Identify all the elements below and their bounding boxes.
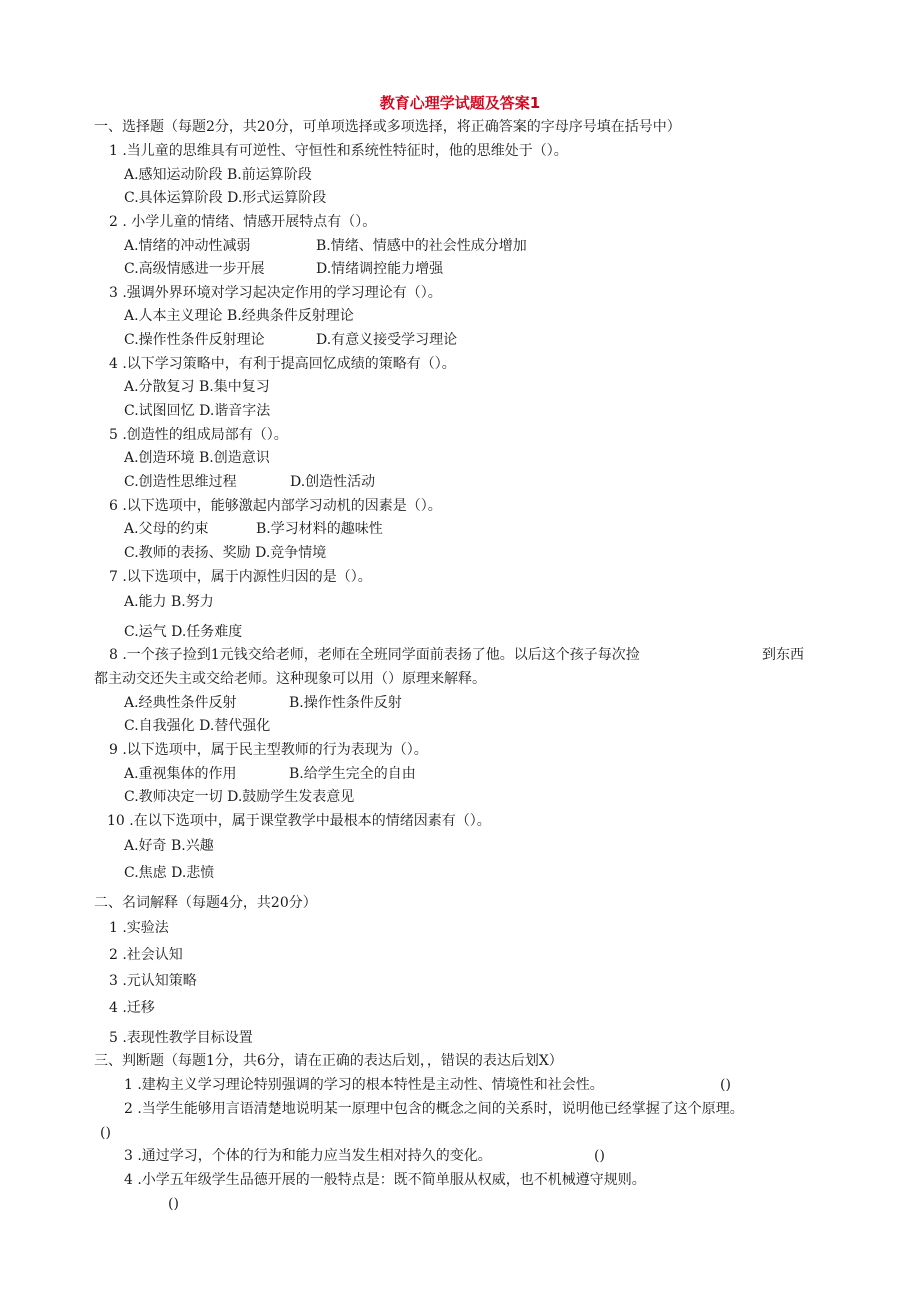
term-item: 5 .表现性教学目标设置 xyxy=(109,1030,253,1046)
question-options: C.试图回忆 D.谐音字法 xyxy=(124,403,271,419)
option-d: D.创造性活动 xyxy=(290,474,376,490)
option-c: C.创造性思维过程 xyxy=(124,474,237,490)
section-heading: 一、选择题（每题2分，共20分，可单项选择或多项选择，将正确答案的字母序号填在括号中） xyxy=(94,119,681,135)
option-b: B.操作性条件反射 xyxy=(289,695,402,711)
question-options: C.运气 D.任务难度 xyxy=(124,624,243,640)
question-options: A.好奇 B.兴趣 xyxy=(124,838,214,854)
question-stem: 3 .强调外界环境对学习起决定作用的学习理论有（）。 xyxy=(109,285,442,301)
section-heading: 三、判断题（每题1分，共6分，请在正确的表达后划，，错误的表达后划X） xyxy=(94,1053,563,1069)
section-heading: 二、名词解释（每题4分，共20分） xyxy=(94,895,317,911)
question-stem: 8 .一个孩子捡到1元钱交给老师，老师在全班同学面前表扬了他。以后这个孩子每次捡 xyxy=(109,647,640,663)
option-a: A.情绪的冲动性减弱 xyxy=(124,238,251,254)
option-c: C.高级情感进一步开展 xyxy=(124,261,265,277)
option-b: B.给学生完全的自由 xyxy=(289,766,416,782)
question-options: C.焦虑 D.悲愤 xyxy=(124,865,215,881)
question-options: A.创造环境 B.创造意识 xyxy=(124,450,270,466)
question-options: C.教师决定一切 D.鼓励学生发表意见 xyxy=(124,789,355,805)
document-title: 教育心理学试题及答案1 xyxy=(379,94,541,112)
question-options: C.教师的表扬、奖励 D.竞争情境 xyxy=(124,545,327,561)
question-stem: 2 . 小学儿童的情绪、情感开展特点有（）。 xyxy=(109,214,377,230)
question-options: C.自我强化 D.替代强化 xyxy=(124,718,271,734)
question-options: A.分散复习 B.集中复习 xyxy=(124,379,270,395)
question-stem-continued: 都主动交还失主或交给老师。这种现象可以用（）原理来解释。 xyxy=(94,671,486,687)
answer-paren: () xyxy=(720,1077,731,1093)
judgment-item: 1 .建构主义学习理论特别强调的学习的根本特性是主动性、情境性和社会性。 xyxy=(124,1077,604,1093)
option-a: A.父母的约束 xyxy=(124,521,209,537)
answer-paren: () xyxy=(168,1196,179,1212)
question-options: A.人本主义理论 B.经典条件反射理论 xyxy=(124,308,354,324)
question-stem: 6 .以下选项中，能够激起内部学习动机的因素是（）。 xyxy=(109,498,442,514)
question-stem: 5 .创造性的组成局部有（）。 xyxy=(109,427,288,443)
option-a: A.经典性条件反射 xyxy=(124,695,237,711)
term-item: 3 .元认知策略 xyxy=(109,973,197,989)
option-a: A.重视集体的作用 xyxy=(124,766,237,782)
term-item: 2 .社会认知 xyxy=(109,947,183,963)
question-stem-end: 到东西 xyxy=(762,647,804,663)
judgment-item: 4 .小学五年级学生品德开展的一般特点是：既不简单服从权威，也不机械遵守规则。 xyxy=(124,1172,646,1188)
question-options: C.具体运算阶段 D.形式运算阶段 xyxy=(124,190,327,206)
option-d: D.情绪调控能力增强 xyxy=(316,261,444,277)
term-item: 1 .实验法 xyxy=(109,920,169,936)
option-b: B.学习材料的趣味性 xyxy=(256,521,383,537)
option-c: C.操作性条件反射理论 xyxy=(124,332,265,348)
question-stem: 4 .以下学习策略中，有利于提高回忆成绩的策略有（）。 xyxy=(109,356,456,372)
term-item: 4 .迁移 xyxy=(109,1000,155,1016)
question-options: A.能力 B.努力 xyxy=(124,594,214,610)
question-options: A.感知运动阶段 B.前运算阶段 xyxy=(124,167,312,183)
option-b: B.情绪、情感中的社会性成分增加 xyxy=(316,238,527,254)
question-stem: 9 .以下选项中，属于民主型教师的行为表现为（）。 xyxy=(109,742,428,758)
question-stem: 7 .以下选项中，属于内源性归因的是（）。 xyxy=(109,569,372,585)
answer-paren: () xyxy=(100,1125,111,1141)
option-d: D.有意义接受学习理论 xyxy=(316,332,458,348)
question-stem: 10 .在以下选项中，属于课堂教学中最根本的情绪因素有（）。 xyxy=(107,813,491,829)
question-stem: 1 .当儿童的思维具有可逆性、守恒性和系统性特征时，他的思维处于（）。 xyxy=(109,143,568,159)
judgment-item: 3 .通过学习，个体的行为和能力应当发生相对持久的变化。 xyxy=(124,1148,492,1164)
answer-paren: () xyxy=(594,1148,605,1164)
judgment-item: 2 .当学生能够用言语清楚地说明某一原理中包含的概念之间的关系时，说明他已经掌握了这个原理。 xyxy=(124,1101,744,1117)
